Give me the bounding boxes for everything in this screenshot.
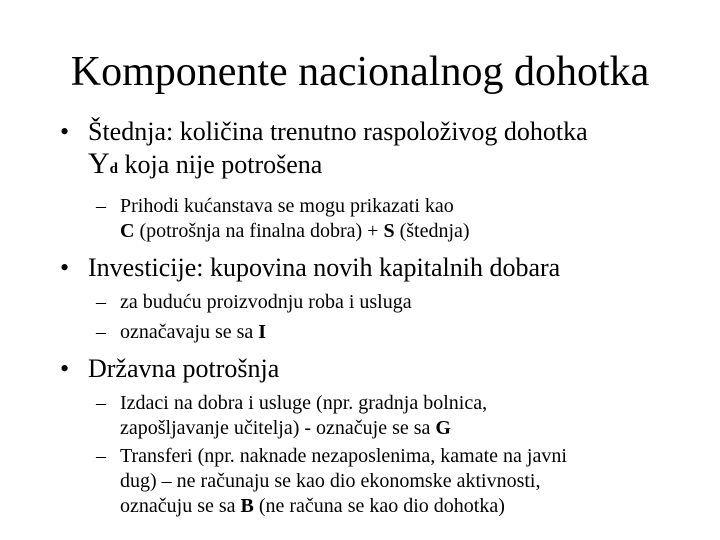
- symbol-y: Y: [88, 147, 110, 180]
- bullet-savings-text-b: koja nije potrošena: [118, 150, 323, 179]
- bullet-government-spending: [60, 353, 700, 385]
- sub-household-income-text-b: (potrošnja na finalna dobra) +: [134, 220, 384, 242]
- sub-transfers-line3: [120, 494, 700, 519]
- sub-investment-symbol: [60, 320, 700, 345]
- dash-marker: –: [96, 291, 106, 313]
- dash-marker: –: [96, 321, 106, 343]
- bullet-savings-line1: Štednja: količina trenutno raspoloživog dohotka: [88, 117, 588, 146]
- symbol-c: C: [120, 220, 135, 242]
- sub-goods-services: [60, 391, 700, 441]
- dash-marker: –: [96, 392, 106, 414]
- bullet-investment-text: Investicije: kupovina novih kapitalnih dobara: [88, 253, 561, 282]
- bullet-marker: •: [60, 253, 70, 282]
- sub-transfers-text-d: (ne računa se kao dio dohotka): [253, 495, 505, 517]
- sub-household-income: [60, 194, 700, 244]
- sub-household-income-text-c: (štednja): [394, 220, 470, 242]
- bullet-investment: [60, 252, 700, 284]
- dash-marker: –: [96, 445, 106, 467]
- bullet-savings-line2: [88, 148, 700, 185]
- sub-goods-services-line2: [120, 416, 700, 441]
- bullet-savings: [60, 116, 700, 185]
- symbol-s: S: [383, 220, 395, 242]
- symbol-g: G: [435, 417, 451, 439]
- sub-future-production: [60, 290, 700, 315]
- slide-content: [60, 116, 700, 519]
- sub-future-production-text: za buduću proizvodnju roba i usluga: [120, 291, 412, 313]
- sub-transfers-line2: dug) – ne računaju se kao dio ekonomske aktivnosti,: [120, 470, 541, 492]
- sub-transfers: [60, 444, 700, 519]
- sub-goods-services-line1: Izdaci na dobra i usluge (npr. gradnja bolnica,: [120, 392, 488, 414]
- bullet-marker: •: [60, 354, 70, 383]
- bullet-government-spending-text: Državna potrošnja: [88, 354, 280, 383]
- slide-title: Komponente nacionalnog dohotka: [70, 49, 650, 95]
- bullet-marker: •: [60, 117, 70, 146]
- symbol-y-subscript: d: [109, 161, 119, 177]
- sub-household-income-line1: Prihodi kućanstava se mogu prikazati kao: [120, 195, 454, 217]
- symbol-b: B: [240, 495, 254, 517]
- sub-goods-services-text-b: zapošljavanje učitelja) - označuje se sa: [120, 417, 436, 439]
- sub-investment-symbol-text: označavaju se sa: [120, 321, 259, 343]
- sub-investment-symbol-line: [120, 320, 700, 345]
- sub-transfers-text-c: označuju se sa: [120, 495, 241, 517]
- symbol-i: I: [258, 321, 267, 343]
- dash-marker: –: [96, 195, 106, 217]
- sub-transfers-line1: Transferi (npr. naknade nezaposlenima, kamate na javni: [120, 445, 567, 467]
- sub-household-income-line2: [120, 219, 700, 244]
